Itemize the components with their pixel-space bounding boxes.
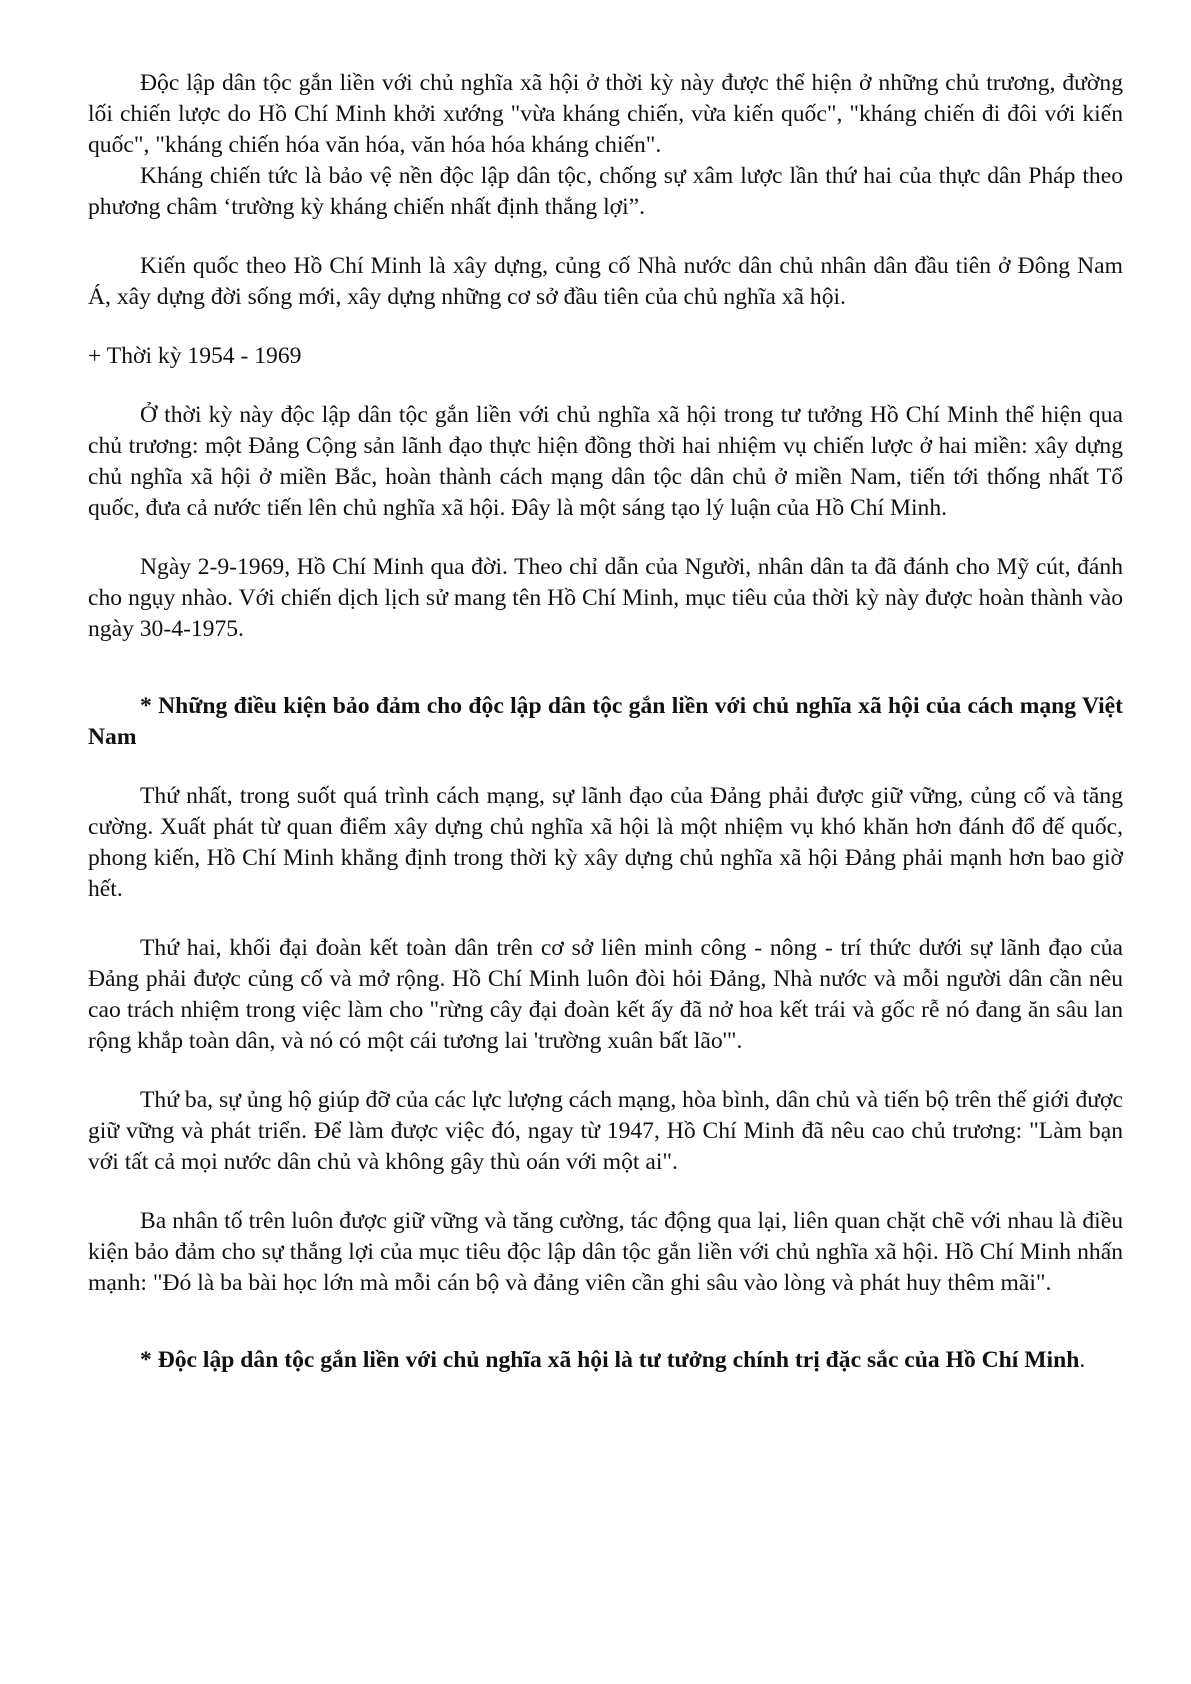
paragraph-passing-1969: Ngày 2-9-1969, Hồ Chí Minh qua đời. Theo chỉ dẫn của Người, nhân dân ta đã đánh cho Mỹ cút, đánh cho ngụy nhào. Với chiến dịch lịch sử mang tên Hồ Chí Minh, mục tiêu của thời kỳ này được hoàn thành vào ngày 30-4-1975. <box>88 554 1123 642</box>
heading-trailing-period: . <box>1079 1347 1086 1373</box>
heading-political-thought-text: * Độc lập dân tộc gắn liền với chủ nghĩa xã hội là tư tưởng chính trị đặc sắc của Hồ Chí Minh <box>140 1347 1080 1373</box>
paragraph-three-factors: Ba nhân tố trên luôn được giữ vững và tăng cường, tác động qua lại, liên quan chặt chẽ với nhau là điều kiện bảo đảm cho sự thắng lợi của mục tiêu độc lập dân tộc gắn liền với chủ nghĩa xã hội. Hồ Chí Minh nhấn mạnh: "Đó là ba bài học lớn mà mỗi cán bộ và đảng viên cần ghi sâu vào lòng và phát huy thêm mãi". <box>88 1208 1123 1296</box>
paragraph-nation-building: Kiến quốc theo Hồ Chí Minh là xây dựng, củng cố Nhà nước dân chủ nhân dân đầu tiên ở Đông Nam Á, xây dựng đời sống mới, xây dựng những cơ sở đầu tiên của chủ nghĩa xã hội. <box>88 253 1123 310</box>
paragraph-independence-period: Độc lập dân tộc gắn liền với chủ nghĩa xã hội ở thời kỳ này được thể hiện ở những chủ trương, đường lối chiến lược do Hồ Chí Minh khởi xướng "vừa kháng chiến, vừa kiến quốc", "kháng chiến đi đôi với kiến quốc", "kháng chiến hóa văn hóa, văn hóa hóa kháng chiến". <box>88 70 1123 158</box>
heading-political-thought <box>88 1345 1123 1376</box>
paragraph-third-condition: Thứ ba, sự ủng hộ giúp đỡ của các lực lượng cách mạng, hòa bình, dân chủ và tiến bộ trên thế giới được giữ vững và phát triển. Để làm được việc đó, ngay từ 1947, Hồ Chí Minh đã nêu cao chủ trương: "Làm bạn với tất cả mọi nước dân chủ và không gây thù oán với một ai". <box>88 1087 1123 1175</box>
paragraph-two-strategic-tasks: Ở thời kỳ này độc lập dân tộc gắn liền với chủ nghĩa xã hội trong tư tưởng Hồ Chí Minh thể hiện qua chủ trương: một Đảng Cộng sản lãnh đạo thực hiện đồng thời hai nhiệm vụ chiến lược ở hai miền: xây dựng chủ nghĩa xã hội ở miền Bắc, hoàn thành cách mạng dân tộc dân chủ ở miền Nam, tiến tới thống nhất Tổ quốc, đưa cả nước tiến lên chủ nghĩa xã hội. Đây là một sáng tạo lý luận của Hồ Chí Minh. <box>88 402 1123 521</box>
paragraph-second-condition: Thứ hai, khối đại đoàn kết toàn dân trên cơ sở liên minh công - nông - trí thức dưới sự lãnh đạo của Đảng phải được củng cố và mở rộng. Hồ Chí Minh luôn đòi hỏi Đảng, Nhà nước và mỗi người dân cần nêu cao trách nhiệm trong việc làm cho "rừng cây đại đoàn kết ấy đã nở hoa kết trái và gốc rễ nó đang ăn sâu lan rộng khắp toàn dân, và nó có một cái tương lai 'trường xuân bất lão'". <box>88 935 1123 1054</box>
paragraph-resistance: Kháng chiến tức là bảo vệ nền độc lập dân tộc, chống sự xâm lược lần thứ hai của thực dân Pháp theo phương châm ‘trường kỳ kháng chiến nhất định thắng lợi”. <box>88 163 1123 220</box>
heading-conditions: * Những điều kiện bảo đảm cho độc lập dân tộc gắn liền với chủ nghĩa xã hội của cách mạng Việt Nam <box>88 693 1123 750</box>
document-page <box>88 68 1123 1376</box>
section-period-1954-1969: + Thời kỳ 1954 - 1969 <box>88 343 302 369</box>
paragraph-first-condition: Thứ nhất, trong suốt quá trình cách mạng, sự lãnh đạo của Đảng phải được giữ vững, củng cố và tăng cường. Xuất phát từ quan điểm xây dựng chủ nghĩa xã hội là một nhiệm vụ khó khăn hơn đánh đổ đế quốc, phong kiến, Hồ Chí Minh khẳng định trong thời kỳ xây dựng chủ nghĩa xã hội Đảng phải mạnh hơn bao giờ hết. <box>88 783 1123 902</box>
